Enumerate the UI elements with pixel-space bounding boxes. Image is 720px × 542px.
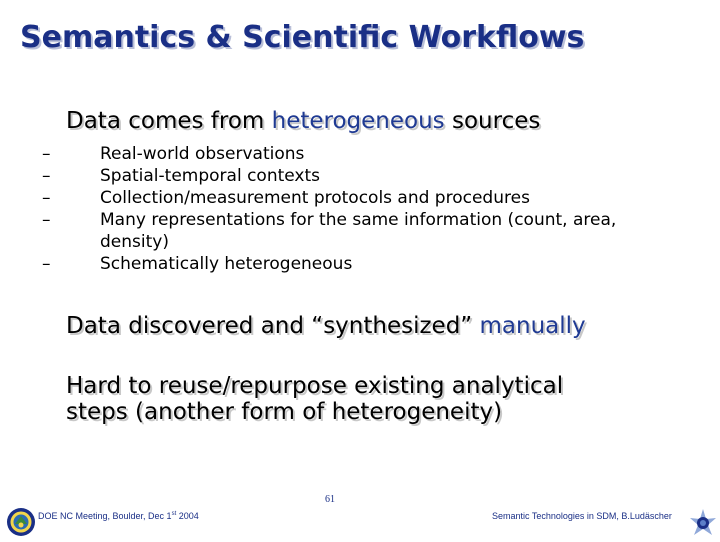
bullet-2-emphasis: manually [479, 313, 586, 339]
bullet-data-synthesized [66, 313, 586, 339]
bullet-1-emphasis: heterogeneous [271, 108, 445, 134]
footer-event-sup: st [171, 511, 177, 517]
sub-bullet-text: Collection/measurement protocols and procedures [100, 188, 530, 208]
sub-bullet-text: Many representations for the same information (count, area, density) [100, 210, 617, 252]
bullet-heterogeneous-sources [66, 108, 540, 134]
doe-seal-icon [6, 507, 36, 537]
sdsc-logo-icon [688, 508, 718, 538]
list-item [40, 143, 680, 165]
dash-marker: – [42, 188, 51, 208]
sub-bullet-text: Spatial-temporal contexts [100, 166, 321, 186]
bullet-3-line-2: steps (another form of heterogeneity) [66, 399, 503, 426]
dash-marker: – [42, 166, 51, 186]
sub-bullet-text: Real-world observations [100, 144, 305, 164]
dash-marker: – [42, 210, 51, 230]
page-number: 61 [325, 494, 335, 505]
list-item [40, 209, 680, 253]
footer-event-main: DOE NC Meeting, Boulder, Dec 1 [38, 511, 172, 521]
footer-event-tail: 2004 [176, 511, 199, 521]
bullet-1-prefix: Data comes from [66, 108, 272, 134]
slide-title: Semantics & Scientific Workflows [20, 20, 585, 55]
bullet-1-suffix: sources [444, 108, 541, 134]
bullet-3-line-1: Hard to reuse/repurpose existing analytical [66, 373, 564, 399]
footer-event [38, 511, 199, 521]
list-item [40, 165, 680, 187]
dash-marker: – [42, 144, 51, 164]
footer-presenter: Semantic Technologies in SDM, B.Ludäscher [492, 511, 672, 521]
dash-marker: – [42, 254, 51, 274]
list-item [40, 253, 680, 275]
sub-bullet-list [40, 143, 680, 275]
bullet-2-prefix: Data discovered and “synthesized” [66, 313, 480, 339]
sub-bullet-text: Schematically heterogeneous [100, 254, 353, 274]
bullet-hard-to-reuse [66, 373, 563, 426]
list-item [40, 187, 680, 209]
